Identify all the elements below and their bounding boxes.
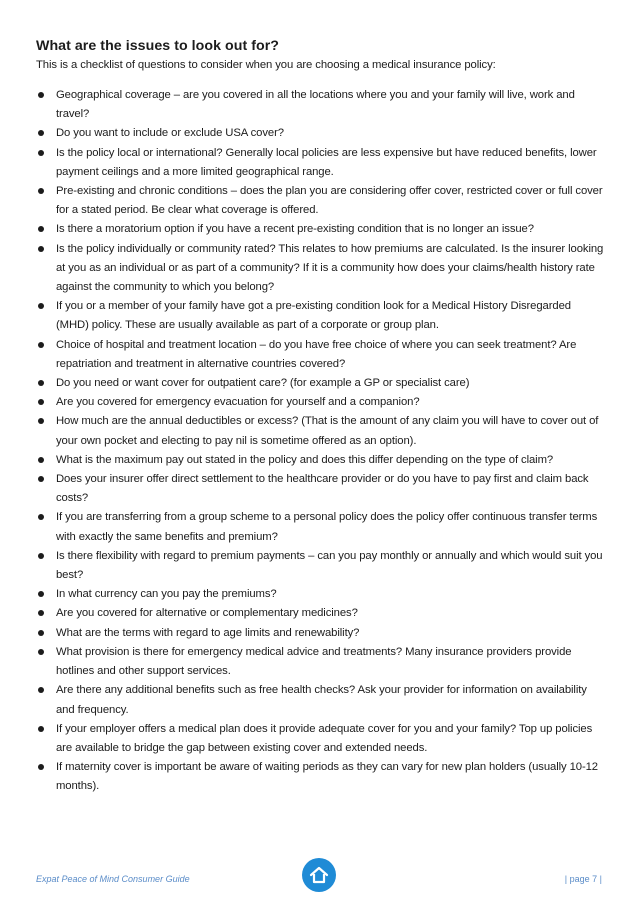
checklist-item <box>36 182 606 220</box>
checklist-item <box>36 240 606 298</box>
footer-guide-title: Expat Peace of Mind Consumer Guide <box>36 874 190 884</box>
checklist-item-text: What is the maximum pay out stated in the policy and does this differ depending on the type of claim? <box>56 453 554 466</box>
bullet-icon <box>38 130 44 136</box>
checklist-item <box>36 374 606 393</box>
bullet-icon <box>38 457 44 463</box>
checklist-item-text: In what currency can you pay the premiums? <box>56 588 277 601</box>
checklist-item <box>36 297 606 335</box>
bullet-icon <box>38 649 44 655</box>
checklist-item <box>36 393 606 412</box>
checklist-item-text: Are you covered for alternative or complementary medicines? <box>56 607 358 620</box>
checklist-item <box>36 451 606 470</box>
checklist-item <box>36 508 606 546</box>
bullet-icon <box>38 418 44 424</box>
checklist-item <box>36 86 606 124</box>
checklist-item-text: Is the policy individually or community rated? This relates to how premiums are calculated. Is the insurer looking at you as an individual or as part of a community? If it is a community how does your claims/health history rate against the community to which you belong? <box>56 242 604 294</box>
intro-text: This is a checklist of questions to consider when you are choosing a medical insurance policy: <box>36 59 496 71</box>
checklist-item-text: If your employer offers a medical plan does it provide adequate cover for you and your family? Top up policies are available to bridge the gap between existing cover and extended needs. <box>56 722 593 754</box>
checklist-item <box>36 124 606 143</box>
bullet-icon <box>38 150 44 156</box>
checklist-item-text: What provision is there for emergency medical advice and treatments? Many insurance providers provide hotlines and other support services. <box>56 645 572 678</box>
checklist-item <box>36 720 606 758</box>
bullet-icon <box>38 226 44 232</box>
bullet-icon <box>38 380 44 386</box>
checklist-item-text: Is the policy local or international? Generally local policies are less expensive but have reduced benefits, lower payment ceilings and a more limited geographical range. <box>56 146 597 178</box>
checklist-item <box>36 412 606 450</box>
checklist-item-text: Are you covered for emergency evacuation for yourself and a companion? <box>56 396 420 409</box>
bullet-icon <box>38 610 44 616</box>
checklist-item <box>36 604 606 623</box>
checklist-item <box>36 547 606 585</box>
bullet-icon <box>38 476 44 482</box>
checklist-item-text: Geographical coverage – are you covered in all the locations where you and your family will live, work and travel? <box>56 89 575 121</box>
checklist-item-text: If maternity cover is important be aware of waiting periods as they can vary for new plan holders (usually 10-12 months). <box>56 761 598 793</box>
bullet-icon <box>38 687 44 693</box>
checklist-item-text: Is there a moratorium option if you have a recent pre-existing condition that is no longer an issue? <box>56 223 534 236</box>
checklist-item <box>36 470 606 508</box>
checklist-item-text: Do you need or want cover for outpatient care? (for example a GP or specialist care) <box>56 377 470 390</box>
checklist-item-text: Does your insurer offer direct settlement to the healthcare provider or do you have to pay first and claim back costs? <box>56 473 589 505</box>
bullet-icon <box>38 399 44 405</box>
checklist-item-text: What are the terms with regard to age limits and renewability? <box>56 626 360 639</box>
bullet-icon <box>38 303 44 309</box>
checklist <box>36 86 606 797</box>
bullet-icon <box>38 726 44 732</box>
bullet-icon <box>38 92 44 98</box>
bullet-icon <box>38 514 44 520</box>
checklist-item <box>36 624 606 643</box>
bullet-icon <box>38 246 44 252</box>
checklist-item <box>36 336 606 374</box>
checklist-item-text: Is there flexibility with regard to premium payments – can you pay monthly or annually and which would suit you best? <box>56 549 603 582</box>
bullet-icon <box>38 342 44 348</box>
checklist-item-text: If you are transferring from a group scheme to a personal policy does the policy offer continuous transfer terms with exactly the same benefits and premium? <box>56 511 598 543</box>
bullet-icon <box>38 591 44 597</box>
checklist-item-text: Pre-existing and chronic conditions – does the plan you are considering offer cover, restricted cover or full cover for a stated period. Be clear what coverage is offered. <box>56 185 603 217</box>
checklist-item-text: Are there any additional benefits such as free health checks? Ask your provider for information on availability and frequency. <box>56 684 587 716</box>
checklist-item <box>36 585 606 604</box>
checklist-item <box>36 758 606 796</box>
document-page <box>36 38 606 797</box>
checklist-item <box>36 220 606 239</box>
bullet-icon <box>38 764 44 770</box>
checklist-item <box>36 643 606 681</box>
page-title: What are the issues to look out for? <box>36 38 280 54</box>
checklist-item-text: Choice of hospital and treatment location – do you have free choice of where you can seek treatment? Are repatriation and treatment in alternative countries covered? <box>56 338 577 370</box>
checklist-item <box>36 681 606 719</box>
checklist-item-text: Do you want to include or exclude USA cover? <box>56 127 284 140</box>
checklist-item-text: If you or a member of your family have got a pre-existing condition look for a Medical History Disregarded (MHD) policy. These are usually available as part of a corporate or group plan. <box>56 300 571 332</box>
page-number: | page 7 | <box>564 874 602 884</box>
checklist-item-text: How much are the annual deductibles or excess? (That is the amount of any claim you will have to cover out of your own pocket and electing to pay nil is sometime offered as an option). <box>56 415 599 447</box>
checklist-item <box>36 144 606 182</box>
house-icon <box>302 858 336 892</box>
bullet-icon <box>38 553 44 559</box>
bullet-icon <box>38 630 44 636</box>
bullet-icon <box>38 188 44 194</box>
